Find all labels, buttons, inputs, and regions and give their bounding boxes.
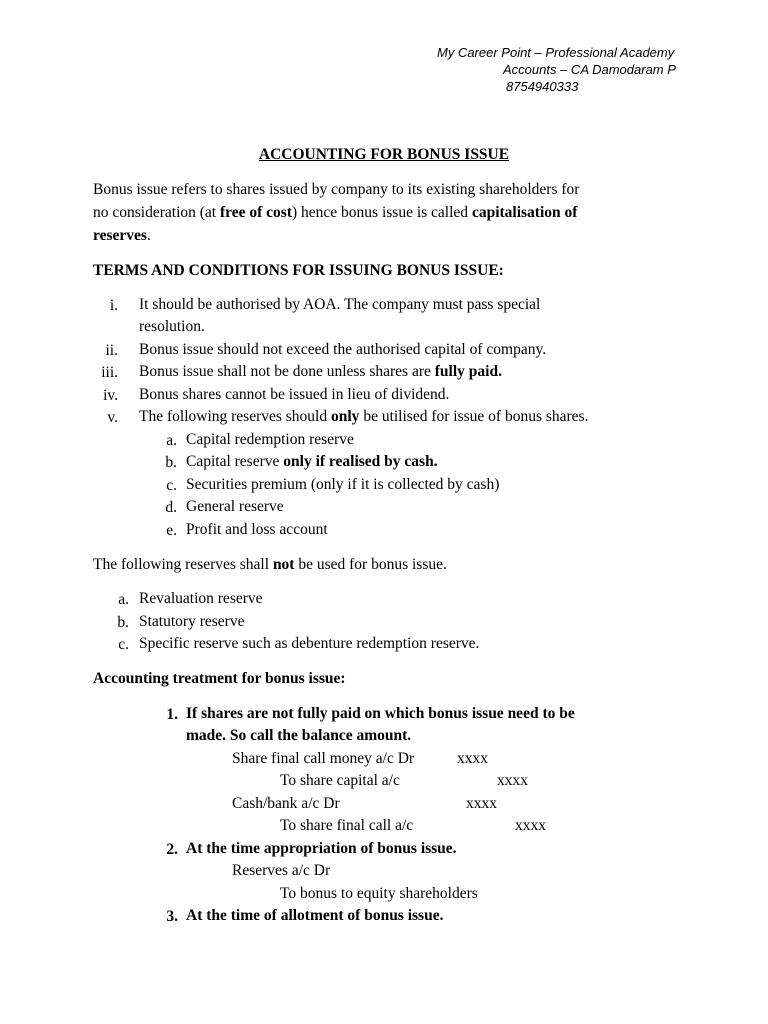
journal-entry: To bonus to equity shareholders (280, 885, 478, 902)
step-text: At the time of allotment of bonus issue. (186, 907, 444, 924)
not-reserve-text: Statutory reserve (139, 613, 245, 630)
journal-entry: Reserves a/c Dr (232, 862, 331, 879)
journal-entry: To share capital a/c (280, 772, 400, 789)
header-line-2: Accounts – CA Damodaram P (503, 62, 676, 77)
journal-entry: Share final call money a/c Dr (232, 750, 415, 767)
reserve-text: Capital redemption reserve (186, 431, 354, 448)
reserve-num: d. (165, 499, 177, 516)
reserve-num: a. (166, 432, 177, 449)
page-title: ACCOUNTING FOR BONUS ISSUE (258, 146, 510, 163)
step-text: At the time appropriation of bonus issue. (186, 840, 457, 857)
reserve-text: Securities premium (only if it is collected by cash) (186, 476, 500, 493)
journal-amount: xxxx (515, 817, 546, 834)
terms-heading: TERMS AND CONDITIONS FOR ISSUING BONUS ISSUE: (93, 262, 504, 279)
reserve-text: Profit and loss account (186, 521, 328, 538)
not-reserve-text: Specific reserve such as debenture redemption reserve. (139, 635, 480, 652)
reserve-text: Capital reserve only if realised by cash. (186, 453, 438, 470)
term-text-cont: resolution. (139, 318, 205, 335)
header-line-3: 8754940333 (506, 79, 579, 94)
intro-line-3: reserves. (93, 227, 151, 244)
intro-line-2: no consideration (at free of cost) hence bonus issue is called capitalisation of (93, 204, 578, 221)
reserve-text: General reserve (186, 498, 284, 515)
journal-amount: xxxx (497, 772, 528, 789)
term-num: ii. (105, 342, 118, 359)
journal-entry: To share final call a/c (280, 817, 414, 834)
term-text: Bonus issue shall not be done unless shares are fully paid. (139, 363, 502, 380)
journal-entry: Cash/bank a/c Dr (232, 795, 340, 812)
not-used-intro: The following reserves shall not be used for bonus issue. (93, 556, 447, 573)
not-reserve-text: Revaluation reserve (139, 590, 263, 607)
reserve-num: c. (166, 477, 177, 494)
term-num: iv. (103, 387, 118, 404)
intro-line-1: Bonus issue refers to shares issued by company to its existing shareholders for (93, 181, 580, 198)
header-line-1: My Career Point – Professional Academy (437, 45, 675, 60)
term-num: i. (109, 297, 118, 314)
term-text: Bonus issue should not exceed the authorised capital of company. (139, 341, 547, 358)
not-reserve-num: c. (118, 636, 129, 653)
step-num: 1. (166, 706, 178, 723)
term-text: It should be authorised by AOA. The company must pass special (139, 296, 541, 313)
step-num: 2. (166, 841, 178, 858)
step-text: If shares are not fully paid on which bonus issue need to be (186, 705, 575, 722)
term-text: Bonus shares cannot be issued in lieu of dividend. (139, 386, 450, 403)
step-num: 3. (166, 908, 178, 925)
term-num: v. (107, 409, 118, 426)
not-reserve-num: b. (117, 614, 129, 631)
reserve-num: b. (165, 454, 177, 471)
reserve-num: e. (166, 522, 177, 539)
term-text: The following reserves should only be utilised for issue of bonus shares. (139, 408, 589, 425)
treatment-heading: Accounting treatment for bonus issue: (93, 670, 346, 687)
step-text-cont: made. So call the balance amount. (186, 727, 412, 744)
journal-amount: xxxx (466, 795, 497, 812)
not-reserve-num: a. (118, 591, 129, 608)
journal-amount: xxxx (457, 750, 488, 767)
term-num: iii. (101, 364, 118, 381)
